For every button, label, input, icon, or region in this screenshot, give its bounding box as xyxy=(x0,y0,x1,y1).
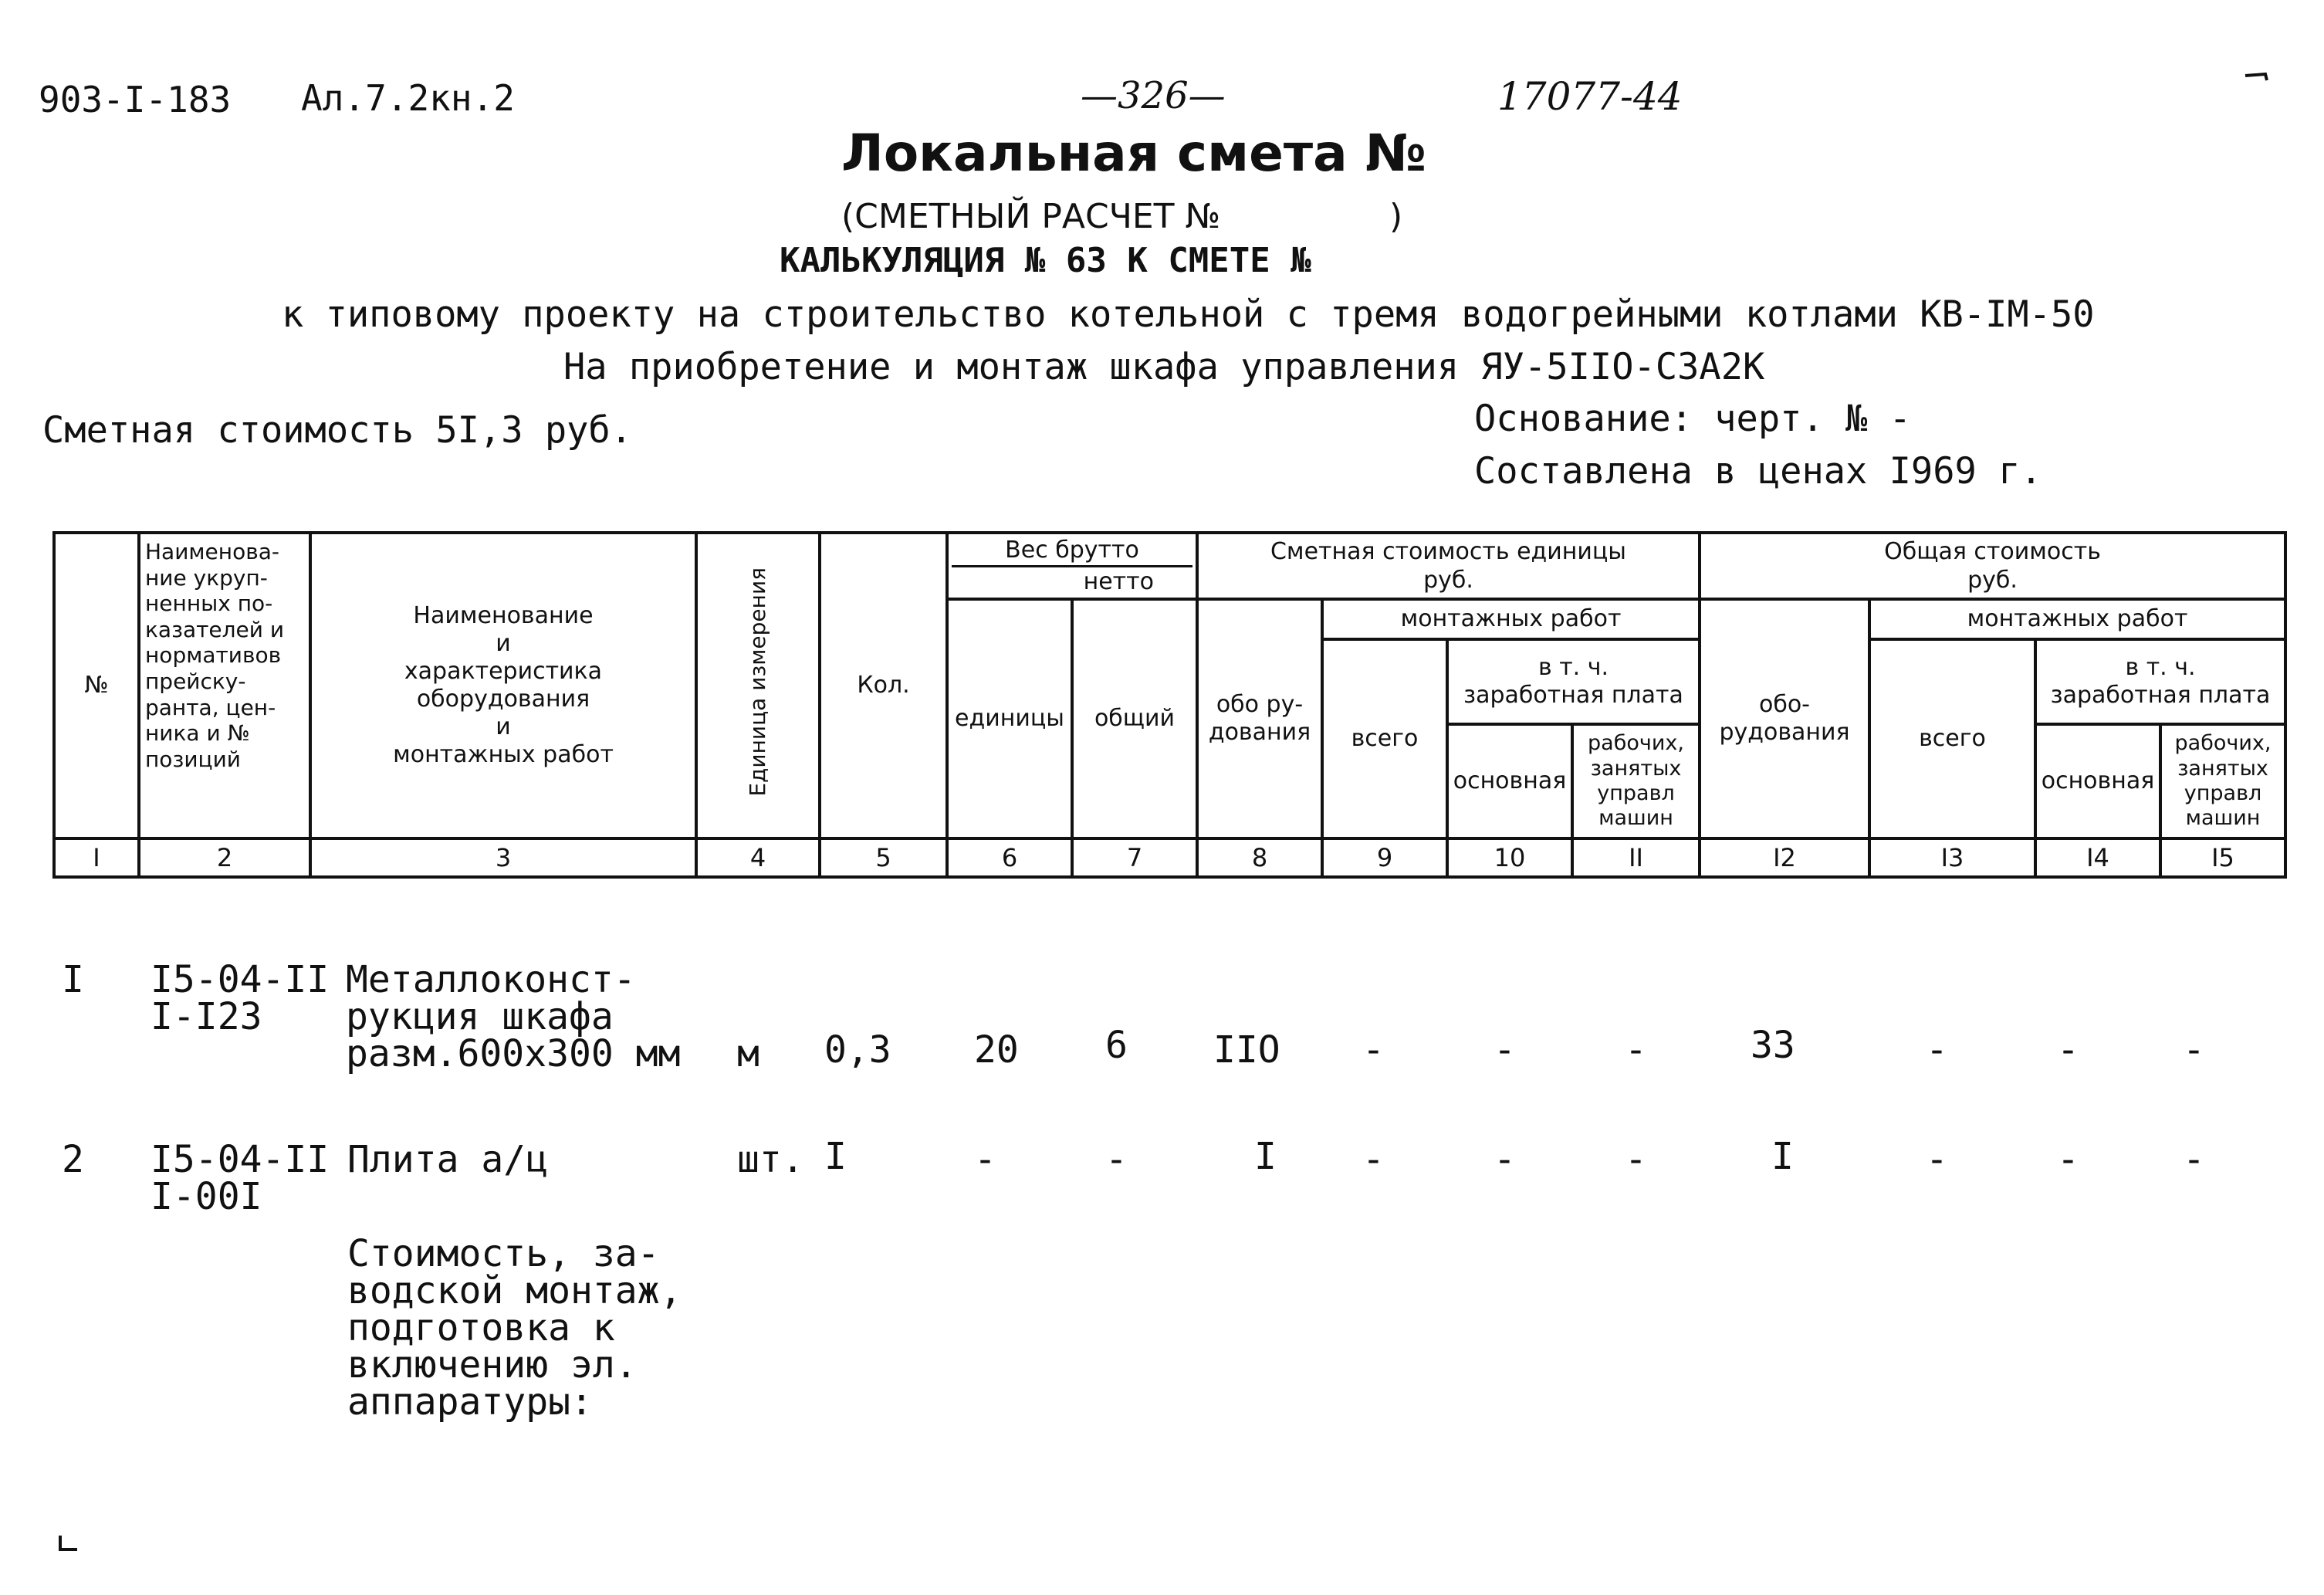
row-unit: м xyxy=(737,1032,759,1075)
row-name: рукция шкафа xyxy=(346,995,614,1038)
page-title: Локальная смета № xyxy=(841,124,1427,183)
page-number: —326— xyxy=(1081,74,1226,117)
col-wage-base-head: основная xyxy=(1447,724,1572,838)
project-purpose: к типовому проекту на строительство котельной с тремя водогрейными котлами КВ-IМ-50 xyxy=(282,293,2095,336)
total-installation-works-head: монтажных работ xyxy=(1869,599,2285,639)
row-weight-unit: - xyxy=(974,1138,996,1181)
column-number: 7 xyxy=(1072,838,1197,877)
row-total-all: - xyxy=(1926,1138,1948,1181)
unit-cost-group-head: Сметная стоимость единицы руб. xyxy=(1197,533,1700,599)
row-equipment-cost: IIО xyxy=(1213,1028,1280,1072)
calculation-number: КАЛЬКУЛЯЦИЯ № 63 К СМЕТЕ № xyxy=(780,241,1311,280)
row-weight-unit: 20 xyxy=(974,1028,1019,1072)
row-weight-total: - xyxy=(1105,1138,1128,1181)
column-number: I xyxy=(54,838,139,877)
row-number: I xyxy=(62,958,84,1001)
note-line: аппаратуры: xyxy=(347,1380,593,1424)
row-number: 2 xyxy=(62,1138,84,1181)
row-total-machine: - xyxy=(2183,1028,2205,1072)
note-line: Стоимость, за- xyxy=(347,1232,660,1275)
column-number: I2 xyxy=(1700,838,1869,877)
row-equipment-cost: I xyxy=(1254,1135,1277,1178)
col-wage-machine-head: рабочих, занятых управл машин xyxy=(1572,724,1700,838)
column-number: 2 xyxy=(139,838,310,877)
row-code: I-00I xyxy=(151,1175,262,1218)
col-total-equipment-head: обо- рудования xyxy=(1700,599,1869,838)
column-number-row xyxy=(54,838,2285,877)
total-cost-group-head: Общая стоимость руб. xyxy=(1700,533,2285,599)
page-subtitle: (СМЕТНЫЙ РАСЧЕТ № xyxy=(841,197,1221,236)
row-quantity: I xyxy=(824,1135,847,1178)
page-subtitle-bracket: ) xyxy=(1389,197,1403,236)
estimated-cost: Сметная стоимость 5I,3 руб. xyxy=(42,409,633,452)
col-number-head: № xyxy=(54,533,139,838)
row-total-machine: - xyxy=(2183,1138,2205,1181)
column-number: 5 xyxy=(820,838,947,877)
basis-drawing: Основание: черт. № - xyxy=(1474,398,1911,440)
row-unit: шт. xyxy=(737,1138,804,1181)
col-name-head: Наименование и характеристика оборудования и монтажных работ xyxy=(310,533,696,838)
row-quantity: 0,3 xyxy=(824,1028,891,1072)
row-install-all: - xyxy=(1362,1138,1385,1181)
row-total-base: - xyxy=(2057,1028,2079,1072)
total-wage-group-head: в т. ч. заработная плата xyxy=(2035,639,2285,724)
document-code: 903-I-183 xyxy=(39,79,232,120)
corner-mark-bottom-left xyxy=(56,1532,86,1556)
column-number: 4 xyxy=(696,838,820,877)
col-qty-head: Кол. xyxy=(820,533,947,838)
column-number: I4 xyxy=(2035,838,2160,877)
column-number: II xyxy=(1572,838,1700,877)
weight-group-head: Вес брутто нетто xyxy=(947,533,1197,599)
row-name: разм.600х300 мм xyxy=(346,1032,681,1075)
row-wage-machine: - xyxy=(1625,1028,1647,1072)
note-line: водской монтаж, xyxy=(347,1269,682,1312)
installation-works-head: монтажных работ xyxy=(1322,599,1700,639)
row-total-base: - xyxy=(2057,1138,2079,1181)
column-number: I3 xyxy=(1869,838,2035,877)
row-total-equipment: I xyxy=(1771,1135,1794,1178)
column-number: 8 xyxy=(1197,838,1322,877)
col-weight-total-head: общий xyxy=(1072,599,1197,838)
column-number: 6 xyxy=(947,838,1072,877)
row-total-all: - xyxy=(1926,1028,1948,1072)
wage-group-head: в т. ч. заработная плата xyxy=(1447,639,1700,724)
col-total-base-head: основная xyxy=(2035,724,2160,838)
col-code-head: Наименова-ние укруп-ненных по-казателей и нормативов прейску-ранта, цен-ника и № позиций xyxy=(139,533,310,838)
note-line: включению эл. xyxy=(347,1343,638,1387)
col-total-all-head: всего xyxy=(1869,639,2035,838)
col-install-all-head: всего xyxy=(1322,639,1447,838)
row-wage-base: - xyxy=(1494,1028,1516,1072)
column-number: I5 xyxy=(2160,838,2285,877)
col-weight-unit-head: единицы xyxy=(947,599,1072,838)
row-code: I5-04-II xyxy=(151,958,330,1001)
row-total-equipment: 33 xyxy=(1751,1024,1795,1067)
price-year: Составлена в ценах I969 г. xyxy=(1474,450,2042,493)
row-wage-base: - xyxy=(1494,1138,1516,1181)
note-line: подготовка к xyxy=(347,1306,615,1349)
col-equipment-head: обо ру- дования xyxy=(1197,599,1322,838)
estimate-table-header xyxy=(52,531,2287,879)
row-name: Металлоконст- xyxy=(346,958,636,1001)
col-unit-head: Единица измерения xyxy=(696,533,820,838)
col-total-machine-head: рабочих, занятых управл машин xyxy=(2160,724,2285,838)
row-code: I5-04-II xyxy=(151,1138,330,1181)
album-reference: Ал.7.2кн.2 xyxy=(301,77,515,119)
column-number: 9 xyxy=(1322,838,1447,877)
estimate-subject: На приобретение и монтаж шкафа управления ЯУ-5IIО-С3А2К xyxy=(563,346,1765,388)
row-weight-total: 6 xyxy=(1105,1024,1128,1067)
column-number: 3 xyxy=(310,838,696,877)
row-install-all: - xyxy=(1362,1028,1385,1072)
inventory-number: 17077-44 xyxy=(1497,74,1683,119)
row-code: I-I23 xyxy=(151,995,262,1038)
corner-mark-top-right xyxy=(2242,69,2273,93)
row-wage-machine: - xyxy=(1625,1138,1647,1181)
column-number: 10 xyxy=(1447,838,1572,877)
row-name: Плита а/ц xyxy=(347,1138,549,1181)
